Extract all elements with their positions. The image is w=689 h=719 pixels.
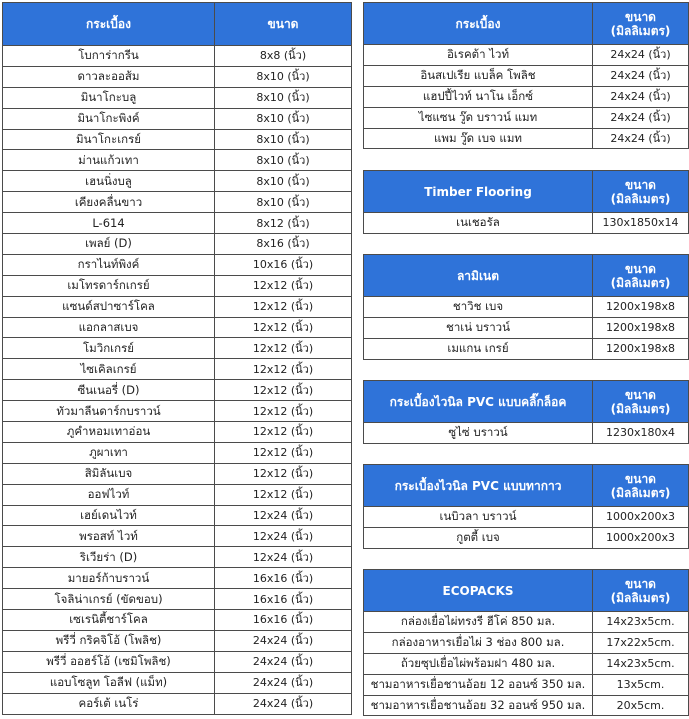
tile-name-cell: มินาโกะพิงค์ (3, 108, 215, 129)
table-row (364, 632, 689, 653)
size-cell: 12x12 (นิ้ว) (215, 275, 352, 296)
item-name-cell: ชาวิช เบจ (364, 297, 593, 318)
table-row (364, 338, 689, 359)
size-cell: 13x5cm. (593, 674, 689, 695)
table-row (364, 213, 689, 234)
table-row (3, 46, 352, 67)
table-row (3, 422, 352, 443)
size-cell: 12x12 (นิ้ว) (215, 463, 352, 484)
table-row (364, 674, 689, 695)
column-header-tile: กระเบื้อง (3, 3, 215, 46)
size-cell: 17x22x5cm. (593, 632, 689, 653)
column-header-name: ลามิเนต (364, 255, 593, 297)
size-cell: 12x24 (นิ้ว) (215, 505, 352, 526)
column-header-size: ขนาด (มิลลิเมตร) (593, 381, 689, 423)
item-name-cell: แฮปปี้ไวท์ นาโน เอ็กซ์ (364, 86, 593, 107)
table-row (364, 45, 689, 66)
table-row (3, 275, 352, 296)
column-header-size: ขนาด (มิลลิเมตร) (593, 171, 689, 213)
size-cell: 16x16 (นิ้ว) (215, 610, 352, 631)
column-header-name: Timber Flooring (364, 171, 593, 213)
tile-name-cell: เมโทรดาร์กเกรย์ (3, 275, 215, 296)
tile-name-cell: L-614 (3, 213, 215, 234)
size-cell: 24x24 (นิ้ว) (593, 86, 689, 107)
table-row (3, 129, 352, 150)
item-name-cell: กล่องอาหารเยื่อไผ่ 3 ช่อง 800 มล. (364, 632, 593, 653)
table-header-row (364, 570, 689, 612)
tile-name-cell: มายอร์ก้าบราวน์ (3, 568, 215, 589)
table-row (364, 527, 689, 548)
table-row (3, 505, 352, 526)
column-header-name: ECOPACKS (364, 570, 593, 612)
size-cell: 24x24 (นิ้ว) (215, 651, 352, 672)
table-row (3, 192, 352, 213)
size-cell: 14x23x5cm. (593, 612, 689, 633)
size-cell: 10x16 (นิ้ว) (215, 254, 352, 275)
size-cell: 24x24 (นิ้ว) (215, 693, 352, 714)
tile-name-cell: ภูคำหอมเทาอ่อน (3, 422, 215, 443)
column-header-size: ขนาด (มิลลิเมตร) (593, 3, 689, 45)
table-row (3, 359, 352, 380)
size-cell: 8x10 (นิ้ว) (215, 108, 352, 129)
item-name-cell: แพม วู๊ด เบจ แมท (364, 128, 593, 149)
table-row (3, 296, 352, 317)
table-row (3, 672, 352, 693)
table-row (364, 653, 689, 674)
tile-name-cell: เพลย์ (D) (3, 234, 215, 255)
table-header-row (364, 3, 689, 45)
table-row (364, 86, 689, 107)
item-name-cell: ซูไซ่ บราวน์ (364, 423, 593, 444)
size-cell: 12x12 (นิ้ว) (215, 401, 352, 422)
size-cell: 1200x198x8 (593, 338, 689, 359)
size-cell: 24x24 (นิ้ว) (215, 630, 352, 651)
table-row (3, 526, 352, 547)
tile-name-cell: ทัวมาลีนดาร์กบราวน์ (3, 401, 215, 422)
tile-name-cell: พรีวี่ กริคจิโอ้ (โพลิช) (3, 630, 215, 651)
table-row (3, 442, 352, 463)
table-row (3, 234, 352, 255)
vinyl-glue-table (363, 464, 689, 549)
size-cell: 8x10 (นิ้ว) (215, 150, 352, 171)
size-cell: 12x12 (นิ้ว) (215, 484, 352, 505)
timber-flooring-table (363, 170, 689, 234)
table-row (3, 630, 352, 651)
laminate-table (363, 254, 689, 360)
item-name-cell: ไซแซน วู๊ด บราวน์ แมท (364, 107, 593, 128)
size-cell: 1230x180x4 (593, 423, 689, 444)
tile-size-table (2, 2, 352, 715)
size-cell: 24x24 (นิ้ว) (593, 107, 689, 128)
item-name-cell: เมแกน เกรย์ (364, 338, 593, 359)
item-name-cell: เนเชอรัล (364, 213, 593, 234)
table-row (364, 695, 689, 716)
table-row (3, 171, 352, 192)
size-cell: 20x5cm. (593, 695, 689, 716)
item-name-cell: ชาเน่ บราวน์ (364, 317, 593, 338)
table-row (3, 547, 352, 568)
item-name-cell: อิเรคต้า ไวท์ (364, 45, 593, 66)
tile-name-cell: แซนด์สปาซาร์โคล (3, 296, 215, 317)
table-row (3, 463, 352, 484)
table-row (364, 317, 689, 338)
size-cell: 24x24 (นิ้ว) (593, 128, 689, 149)
tile-name-cell: เคียงคลื่นขาว (3, 192, 215, 213)
size-cell: 12x12 (นิ้ว) (215, 442, 352, 463)
size-cell: 24x24 (นิ้ว) (593, 45, 689, 66)
tile-name-cell: เฮนนิ่งบลู (3, 171, 215, 192)
size-cell: 12x12 (นิ้ว) (215, 338, 352, 359)
tile-name-cell: สิมิลันเบจ (3, 463, 215, 484)
column-header-name: กระเบื้องไวนิล PVC แบบคลิ๊กล็อค (364, 381, 593, 423)
table-row (3, 401, 352, 422)
tile-name-cell: ริเวียร่า (D) (3, 547, 215, 568)
table-row (3, 380, 352, 401)
column-header-size: ขนาด (มิลลิเมตร) (593, 255, 689, 297)
item-name-cell: อินสเปเรีย แบล็ค โพลิช (364, 65, 593, 86)
table-row (3, 610, 352, 631)
size-cell: 8x10 (นิ้ว) (215, 129, 352, 150)
tile-name-cell: พรีวี่ ออฮร์โอ้ (เซมิโพลิช) (3, 651, 215, 672)
size-cell: 130x1850x14 (593, 213, 689, 234)
table-row (364, 612, 689, 633)
tile-name-cell: เฮย์เดนไวท์ (3, 505, 215, 526)
size-cell: 1000x200x3 (593, 507, 689, 528)
tile-name-cell: โบการ่ากรีน (3, 46, 215, 67)
tile-name-cell: ดาวละออส้ม (3, 66, 215, 87)
tile-name-cell: ไซเคิลเกรย์ (3, 359, 215, 380)
size-cell: 12x12 (นิ้ว) (215, 317, 352, 338)
tile-name-cell: แอกลาสเบจ (3, 317, 215, 338)
size-cell: 24x24 (นิ้ว) (593, 65, 689, 86)
size-cell: 12x12 (นิ้ว) (215, 359, 352, 380)
item-name-cell: กล่องเยื่อไผ่ทรงรี ฮีโค่ 850 มล. (364, 612, 593, 633)
table-row (3, 651, 352, 672)
tile-name-cell: คอร์เต้ เนโร่ (3, 693, 215, 714)
size-cell: 16x16 (นิ้ว) (215, 568, 352, 589)
table-row (3, 254, 352, 275)
tile-name-cell: ออฟไวท์ (3, 484, 215, 505)
item-name-cell: กูตตี้ เบจ (364, 527, 593, 548)
size-cell: 8x8 (นิ้ว) (215, 46, 352, 67)
table-row (364, 107, 689, 128)
tile-name-cell: ม่านแก้วเทา (3, 150, 215, 171)
column-header-size: ขนาด (215, 3, 352, 46)
size-cell: 14x23x5cm. (593, 653, 689, 674)
column-header-name: กระเบื้องไวนิล PVC แบบทากาว (364, 465, 593, 507)
size-cell: 16x16 (นิ้ว) (215, 589, 352, 610)
table-row (3, 589, 352, 610)
table-row (3, 693, 352, 714)
item-name-cell: ชามอาหารเยื่อชานอ้อย 12 ออนซ์ 350 มล. (364, 674, 593, 695)
size-cell: 8x16 (นิ้ว) (215, 234, 352, 255)
table-row (3, 338, 352, 359)
table-header-row (364, 255, 689, 297)
table-header-row (3, 3, 352, 46)
table-row (3, 484, 352, 505)
table-row (3, 568, 352, 589)
vinyl-click-lock-table (363, 380, 689, 444)
tile-name-cell: โจลิน่าเกรย์ (ขัดขอบ) (3, 589, 215, 610)
table-row (3, 87, 352, 108)
size-cell: 12x12 (นิ้ว) (215, 380, 352, 401)
table-row (3, 317, 352, 338)
size-cell: 8x10 (นิ้ว) (215, 171, 352, 192)
tile-name-cell: ภูผาเทา (3, 442, 215, 463)
size-cell: 12x24 (นิ้ว) (215, 526, 352, 547)
size-cell: 12x12 (นิ้ว) (215, 296, 352, 317)
item-name-cell: ถ้วยซุปเยื่อไผ่พร้อมฝา 480 มล. (364, 653, 593, 674)
size-cell: 1200x198x8 (593, 317, 689, 338)
size-cell: 12x24 (นิ้ว) (215, 547, 352, 568)
tile-name-cell: พรอสท์ ไวท์ (3, 526, 215, 547)
table-row (364, 128, 689, 149)
size-cell: 24x24 (นิ้ว) (215, 672, 352, 693)
table-header-row (364, 381, 689, 423)
table-row (364, 65, 689, 86)
tile-name-cell: แอบโซลูท โอลีฟ (แม็ท) (3, 672, 215, 693)
item-name-cell: ชามอาหารเยื่อชานอ้อย 32 ออนซ์ 950 มล. (364, 695, 593, 716)
size-cell: 1000x200x3 (593, 527, 689, 548)
table-row (3, 213, 352, 234)
table-row (364, 297, 689, 318)
table-header-row (364, 465, 689, 507)
column-header-name: กระเบื้อง (364, 3, 593, 45)
table-row (364, 507, 689, 528)
size-cell: 12x12 (นิ้ว) (215, 422, 352, 443)
tile-name-cell: เซเรนิตี้ชาร์โคล (3, 610, 215, 631)
size-cell: 8x10 (นิ้ว) (215, 87, 352, 108)
size-cell: 8x12 (นิ้ว) (215, 213, 352, 234)
tile-name-cell: กราไนท์พิงค์ (3, 254, 215, 275)
item-name-cell: เนบิวลา บราวน์ (364, 507, 593, 528)
table-row (3, 150, 352, 171)
tile-name-cell: มินาโกะบลู (3, 87, 215, 108)
size-cell: 8x10 (นิ้ว) (215, 192, 352, 213)
tile-name-cell: ซีนเนอรี่ (D) (3, 380, 215, 401)
tile-name-cell: โมวิกเกรย์ (3, 338, 215, 359)
table-header-row (364, 171, 689, 213)
table-row (364, 423, 689, 444)
ecopacks-table (363, 569, 689, 716)
table-row (3, 108, 352, 129)
size-cell: 8x10 (นิ้ว) (215, 66, 352, 87)
column-header-size: ขนาด (มิลลิเมตร) (593, 465, 689, 507)
column-header-size: ขนาด (มิลลิเมตร) (593, 570, 689, 612)
size-cell: 1200x198x8 (593, 297, 689, 318)
tile-size-table-2 (363, 2, 689, 149)
table-row (3, 66, 352, 87)
tile-name-cell: มินาโกะเกรย์ (3, 129, 215, 150)
